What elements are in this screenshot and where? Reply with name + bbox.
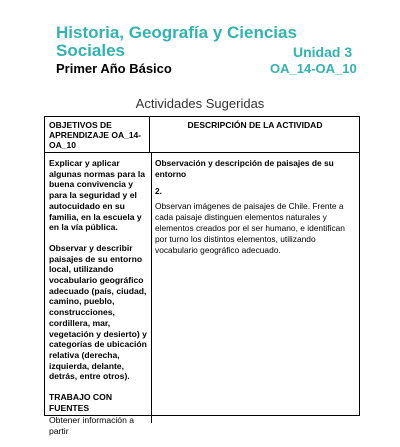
document-title: Historia, Geografía y Ciencias Sociales [56, 23, 297, 60]
objective-item-partial: Obtener información a partir [49, 415, 135, 437]
objective-item: TRABAJO CON FUENTES [49, 392, 113, 413]
activities-table [44, 116, 360, 437]
activity-cell [155, 158, 355, 256]
column-divider [151, 153, 152, 423]
unit-label: Unidad 3 [293, 44, 353, 60]
objective-item: Observar y describir paisajes de su entorno local, utilizando vocabulario geográfico adecuado (país, ciudad, camino, pueblo, construcciones, cordillera, mar, vegetación y desierto) y categorías de ubicación relativa (derecha, izquierda, delante, detrás, entre otros). [49, 242, 147, 382]
activity-title: Observación y descripción de paisajes de su entorno [155, 158, 334, 179]
activity-description: Observan imágenes de paisajes de Chile. Frente a cada paisaje distinguen elementos naturales y elementos creados por el ser humano, e identifican por turno los distintos elementos, utilizando vocabulario geográfico adecuado. [155, 201, 345, 255]
objectives-column-header: OBJETIVOS DE APRENDIZAJE OA_14- OA_10 [49, 120, 142, 150]
objectives-cell [49, 158, 149, 447]
objective-item: Explicar y aplicar algunas normas para la buena convivencia y para la seguridad y el autocuidado en su familia, en la escuela y en la vía pública. [49, 158, 145, 233]
grade-label: Primer Año Básico [56, 61, 172, 76]
oa-range-label: OA_14-OA_10 [270, 61, 357, 76]
column-divider-header [149, 117, 150, 153]
section-title: Actividades Sugeridas [135, 96, 265, 111]
activity-number: 2. [155, 186, 162, 196]
table-header-row [45, 117, 359, 153]
description-column-header: DESCRIPCIÓN DE LA ACTIVIDAD [187, 120, 323, 130]
